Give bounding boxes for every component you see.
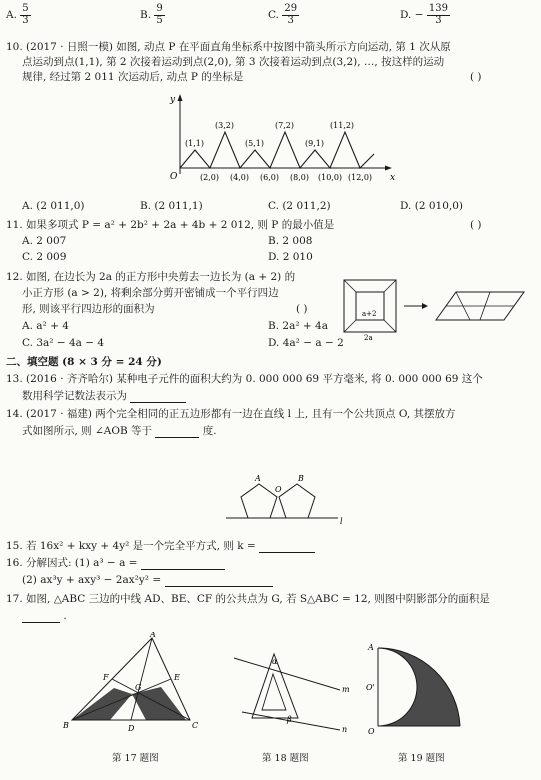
- q13-line2: [22, 390, 186, 403]
- q17-period: .: [63, 610, 67, 622]
- tick-label: (8,0): [290, 173, 309, 182]
- peak-labels: [185, 121, 354, 148]
- q10-line1: 10. (2017 · 日照一模) 如图, 动点 P 在平面直角坐标系中按图中箭头所示方向运动, 第 1 次从原: [6, 41, 451, 53]
- line-label-m: m: [342, 685, 350, 694]
- q16-line2-text: (2) ax³y + axy³ − 2ax²y² =: [22, 574, 162, 586]
- q12-option-d: D. 4a² − a − 2: [268, 337, 344, 349]
- q12-option-b: B. 2a² + 4a: [268, 320, 328, 332]
- q12-answer-bracket: ( ): [296, 303, 308, 315]
- q12-line3: 形, 则该平行四边形的面积为: [22, 303, 155, 315]
- denominator: 3: [435, 14, 442, 26]
- outer-side-label: 2a: [364, 334, 373, 342]
- q15: [6, 540, 315, 553]
- line-label-l: l: [340, 517, 343, 526]
- q12-option-a: A. a² + 4: [22, 320, 69, 332]
- q14-line2: [22, 425, 217, 438]
- denominator: 3: [22, 14, 29, 26]
- option-label: D.: [400, 9, 412, 21]
- q16-line1-text: 16. 分解因式: (1) a³ − a =: [6, 557, 138, 569]
- q15-text: 15. 若 16x² + kxy + 4y² 是一个完全平方式, 则 k =: [6, 540, 256, 552]
- left-pentagon: [241, 484, 277, 518]
- fraction: [154, 4, 164, 26]
- numerator: 29: [284, 3, 298, 14]
- point-a: A: [368, 643, 374, 652]
- fraction: [427, 4, 450, 26]
- y-axis-label: y: [170, 95, 176, 105]
- point-o: O: [368, 727, 375, 736]
- q10-line3: 规律, 经过第 2 011 次运动后, 动点 P 的坐标是: [22, 71, 244, 83]
- peak-label: (7,2): [275, 121, 294, 130]
- peak-label: (11,2): [330, 121, 355, 130]
- q10-line2: 点运动到点(1,1), 第 2 次接着运动到点(2,0), 第 3 次接着运动到点(3,2), …, 按这样的运动: [22, 56, 445, 68]
- y-arrow-icon: [178, 94, 183, 101]
- point-d: D: [128, 724, 135, 733]
- point-o-prime: O': [366, 683, 375, 692]
- fraction: [20, 4, 30, 26]
- fig18-caption: 第 18 题图: [262, 753, 309, 764]
- line-m: [234, 658, 340, 690]
- q10-option-c: C. (2 011,2): [268, 200, 331, 212]
- q17-line1: 17. 如图, △ABC 三边的中线 AD、BE、CF 的公共点为 G, 若 S△ABC = 12, 则图中阴影部分的面积是: [6, 593, 490, 605]
- denominator: 3: [287, 14, 294, 26]
- q14-line2-end: 度.: [202, 425, 217, 437]
- q17-answer-blank[interactable]: [22, 611, 60, 623]
- q11-option-b: B. 2 008: [268, 235, 313, 247]
- tick-label: (2,0): [200, 173, 219, 182]
- q16-answer-blank-2[interactable]: [165, 575, 273, 587]
- q13-line1: 13. (2016 · 齐齐哈尔) 某种电子元件的面积大约为 0. 000 000 69 平方毫米, 将 0. 000 000 69 这个: [6, 373, 483, 385]
- q12-figure: [340, 276, 530, 342]
- zigzag-path: [180, 132, 374, 168]
- tick-label: (12,0): [348, 173, 373, 182]
- point-e: E: [174, 673, 180, 682]
- numerator: 5: [22, 3, 29, 14]
- right-arrow-icon: [422, 303, 428, 309]
- fig19-caption: 第 19 题图: [398, 753, 445, 764]
- q13-line2-text: 数用科学记数法表示为: [22, 390, 127, 402]
- point-o: O: [275, 485, 282, 494]
- right-pentagon: [279, 484, 315, 518]
- origin-label: O: [170, 172, 178, 182]
- minus-sign: −: [414, 9, 424, 21]
- q11-answer-bracket: ( ): [470, 219, 482, 231]
- q10-option-b: B. (2 011,1): [140, 200, 203, 212]
- peak-label: (5,1): [245, 139, 264, 148]
- q17-line2: [22, 610, 67, 623]
- fig19-arcs: [364, 640, 484, 744]
- q11-option-d: D. 2 010: [268, 251, 313, 263]
- tick-label: (10,0): [318, 173, 343, 182]
- q14-line2-text: 式如图所示, 则 ∠AOB 等于: [22, 425, 153, 437]
- point-b: B: [63, 721, 69, 730]
- section-heading: 二、填空题 (8 × 3 分 = 24 分): [6, 356, 162, 368]
- q10-option-d: D. (2 010,0): [400, 200, 463, 212]
- q14-answer-blank[interactable]: [155, 426, 199, 438]
- tick-label: (6,0): [260, 173, 279, 182]
- q11-stem: 11. 如果多项式 P = a² + 2b² + 2a + 4b + 2 012, 则 P 的最小值是: [6, 219, 335, 231]
- option-label: A.: [6, 9, 17, 21]
- q13-answer-blank[interactable]: [130, 391, 186, 403]
- fraction: [282, 4, 299, 26]
- q10-answer-bracket: ( ): [470, 71, 482, 83]
- peak-label: (9,1): [305, 139, 324, 148]
- angle-beta: β: [287, 715, 292, 724]
- x-arrow-icon: [385, 166, 392, 171]
- point-a: A: [150, 632, 156, 639]
- peak-label: (3,2): [215, 121, 234, 130]
- q11-option-c: C. 2 009: [22, 251, 67, 263]
- shaded-region: [72, 688, 132, 720]
- q16-part1: [6, 557, 225, 570]
- numerator: 139: [428, 3, 448, 14]
- option-label: C.: [268, 9, 279, 21]
- q11-option-a: A. 2 007: [22, 235, 67, 247]
- tick-labels: [200, 173, 372, 182]
- q12-option-c: C. 3a² − 4a − 4: [22, 337, 105, 349]
- q14-line1: 14. (2017 · 福建) 两个完全相同的正五边形都有一边在直线 l 上, 且有一个公共顶点 O, 其摆放方: [6, 408, 456, 420]
- q16-part2: [22, 574, 273, 587]
- q12-line1: 12. 如图, 在边长为 2a 的正方形中央剪去一边长为 (a + 2) 的: [6, 271, 296, 283]
- q9-option-b: [140, 4, 165, 26]
- q9-option-d: [400, 4, 450, 26]
- line-label-n: n: [342, 725, 348, 734]
- option-label: B.: [140, 9, 152, 21]
- point-g: G: [135, 683, 142, 692]
- x-axis-label: x: [390, 173, 396, 183]
- fig17-caption: 第 17 题图: [112, 753, 159, 764]
- point-c: C: [192, 721, 199, 730]
- q14-pentagons-figure: [226, 470, 350, 526]
- q9-option-a: [6, 4, 31, 26]
- fig18-parallel-lines: [228, 652, 358, 736]
- point-b: B: [298, 474, 304, 483]
- fig17-triangle: [60, 632, 210, 746]
- numerator: 9: [156, 3, 163, 14]
- inner-side-label: a+2: [362, 310, 377, 318]
- point-a: A: [255, 474, 261, 483]
- q12-line2: 小正方形 (a > 2), 将剩余部分剪开密铺成一个平行四边: [22, 287, 279, 299]
- q10-zigzag-graph: [160, 88, 400, 188]
- peak-label: (1,1): [185, 139, 204, 148]
- q9-option-c: [268, 4, 299, 26]
- tick-label: (4,0): [230, 173, 249, 182]
- point-f: F: [103, 673, 109, 682]
- q16-answer-blank-1[interactable]: [141, 558, 225, 570]
- q10-option-a: A. (2 011,0): [22, 200, 85, 212]
- q15-answer-blank[interactable]: [259, 541, 315, 553]
- angle-alpha: α: [272, 657, 278, 666]
- denominator: 5: [156, 14, 163, 26]
